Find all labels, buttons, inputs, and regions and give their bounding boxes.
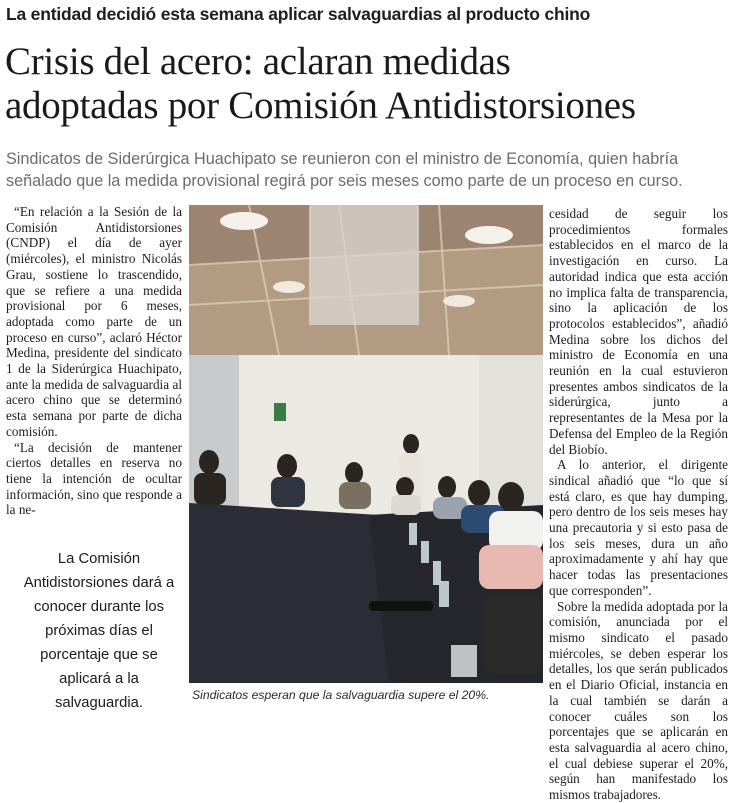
right-text-column — [549, 206, 728, 803]
pull-quote: La Comisión Antidistorsiones dará a conocer durante los próximas días el porcentaje que se aplicará a la salvaguardia. — [23, 551, 175, 711]
meeting-photo-illustration — [189, 205, 543, 683]
article-headline — [5, 40, 731, 128]
headline-line-1: Crisis del acero: aclaran medidas — [5, 40, 511, 83]
right-paragraph-1: cesidad de seguir los procedimientos formales establecidos en el marco de la investigación en curso. La autoridad indica que esta acción no implica falta de transparencia, sino la aplicación de los protocolos establecidos”, añadió Medina sobre los dichos del ministro de Economía en una reunión en la cual estuvieron presentes ambos sindicatos de la siderúrgica, junto a representantes de la Mesa por la Defensa del Empleo de la Región del Biobío. — [549, 206, 728, 457]
left-paragraph-1: “En relación a la Sesión de la Comisión Antidistorsiones (CNDP) el día de ayer (miércoles), el ministro Nicolás Grau, sostiene lo trascendido, que se refiere a una medida provisional por 6 meses, adoptada como parte de un proceso en curso”, aclaró Héctor Medina, presidente del sindicato 1 de la Siderúrgica Huachipato, ante la medida de salvaguardia al acero chino que se determinó esta semana por parte de dicha comisión. — [6, 204, 182, 439]
subhead-line-2: señalado que la medida provisional regirá por seis meses como parte de un proceso en curso. — [6, 172, 683, 190]
right-paragraph-2: A lo anterior, el dirigente sindical añadió que “lo que sí está claro, es que hay dumping, pero dentro de los seis meses hay una precautoria y si esto pasa de los seis meses, dura un año aproximadamente y ahí hay que hacer todas las presentaciones que corresponden”. — [549, 457, 728, 598]
subhead-line-1: Sindicatos de Siderúrgica Huachipato se reunieron con el ministro de Economía, quien habría — [6, 150, 679, 168]
meeting-photo — [189, 205, 543, 683]
left-text-column — [6, 204, 182, 518]
left-paragraph-2: “La decisión de mantener ciertos detalles en reserva no tiene la intención de ocultar información, sino que responde a la ne- — [6, 439, 182, 518]
right-paragraph-3: Sobre la medida adoptada por la comisión, anunciada por el mismo sindicato el pasado miércoles, se deben esperar los detalles, los que serán publicados en el Diario Oficial, instancia en la cual también se darán a conocer cuáles son los porcentajes que se aplicarán en esta salvaguardia al acero chino, el cual debiese superar el 20%, según han manifestado los mismos trabajadores. — [549, 598, 728, 803]
photo-caption: Sindicatos esperan que la salvaguardia supere el 20%. — [192, 688, 490, 702]
headline-line-2: adoptadas por Comisión Antidistorsiones — [5, 84, 636, 127]
article-subhead — [6, 148, 728, 192]
article-kicker: La entidad decidió esta semana aplicar salvaguardias al producto chino — [6, 4, 591, 24]
